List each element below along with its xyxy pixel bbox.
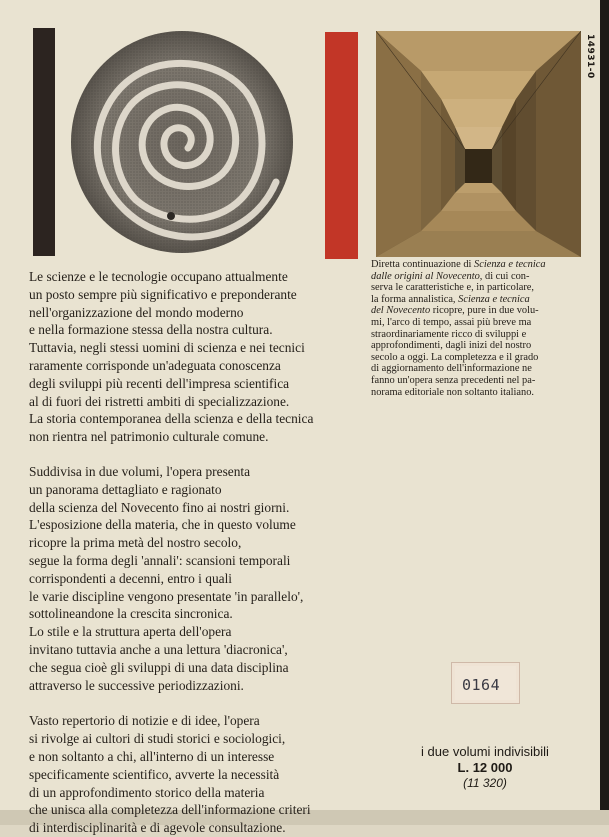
- side-line: di aggiornamento dell'informazione ne: [371, 363, 532, 375]
- paragraph-3: [29, 712, 364, 837]
- side-line: mi, l'arco di tempo, assai più breve ma: [371, 316, 532, 328]
- text-line: di interdisciplinarità e di agevole consultazione.: [29, 820, 286, 836]
- text-line: La storia contemporanea della scienza e della tecnica: [29, 411, 314, 427]
- side-line: fanno un'opera senza precedenti nel pa-: [371, 374, 536, 386]
- side-line: norama editoriale non soltanto italiano.: [371, 386, 535, 398]
- main-description: [29, 268, 364, 837]
- price-info: [385, 744, 585, 791]
- price-secondary: (11 320): [463, 776, 507, 790]
- side-line: [371, 271, 586, 283]
- side-line: [371, 294, 586, 306]
- side-line: [371, 259, 586, 271]
- text-line: Suddivisa in due volumi, l'opera presenta: [29, 463, 251, 479]
- text-line: nell'organizzazione del mondo moderno: [29, 304, 244, 320]
- red-vertical-bar: [325, 32, 358, 259]
- text-line: un posto sempre più significativo e preponderante: [29, 286, 297, 302]
- side-text-title: dalle origini al Novecento: [371, 270, 480, 282]
- dark-vertical-bar: [33, 28, 55, 256]
- text-line: non rientra nel patrimonio culturale comune.: [29, 429, 269, 445]
- price-sticker: [451, 662, 520, 704]
- side-line: straordinariamente ricco di sviluppi e: [371, 328, 527, 340]
- side-text-span: la forma annalistica,: [371, 293, 459, 305]
- text-line: segue la forma degli 'annali': scansioni temporali: [29, 552, 291, 568]
- text-line: un panorama dettagliato e ragionato: [29, 481, 222, 497]
- paragraph-1: [29, 268, 364, 446]
- side-text-title: Scienza e tecnica: [474, 259, 546, 270]
- side-text-span: Diretta continuazione di: [371, 259, 475, 270]
- spiral-disc-image: [70, 30, 295, 255]
- text-line: L'esposizione della materia, che in questo volume: [29, 517, 296, 533]
- text-line: e non soltanto a chi, all'interno di un interesse: [29, 748, 275, 764]
- side-text-title: Scienza e tecnica: [458, 293, 530, 305]
- text-line: specificamente scientifico, avverte la necessità: [29, 766, 280, 782]
- text-line: sottolineandone la crescita sincronica.: [29, 606, 233, 622]
- text-line: Lo stile e la struttura aperta dell'opera: [29, 624, 232, 640]
- text-line: si rivolge ai cultori di studi storici e sociologici,: [29, 731, 286, 747]
- price-sticker-number: 0164: [462, 676, 501, 694]
- paragraph-2: [29, 463, 364, 694]
- isbn-code: 14931-0: [585, 34, 595, 79]
- text-line: raramente corrisponde un'adeguata conoscenza: [29, 357, 281, 373]
- side-text-span: , di cui con-: [479, 270, 530, 282]
- side-line: approfondimenti, dagli inizi del nostro: [371, 340, 532, 352]
- text-line: e nella formazione stessa della nostra cultura.: [29, 322, 273, 338]
- text-line: attraverso le successive periodizzazioni.: [29, 677, 244, 693]
- text-line: Le scienze e le tecnologie occupano attualmente: [29, 269, 288, 284]
- volumes-note: i due volumi indivisibili: [421, 744, 549, 759]
- side-text-title: del Novecento: [371, 305, 431, 317]
- text-line: che unisca alla completezza dell'informazione criteri: [29, 802, 311, 818]
- text-line: corrispondenti a decenni, entro i quali: [29, 570, 233, 586]
- text-line: Tuttavia, negli stessi uomini di scienza e nei tecnici: [29, 340, 305, 356]
- side-line: [371, 305, 586, 317]
- text-line: della scienza del Novecento fino ai nostri giorni.: [29, 499, 290, 515]
- cover-edge: [600, 0, 609, 825]
- side-text-span: ricopre, pure in due volu-: [430, 305, 539, 317]
- text-line: al di fuori dei ristretti ambiti di specializzazione.: [29, 393, 290, 409]
- corridor-photo: [376, 31, 581, 257]
- text-line: degli sviluppi più recenti dell'impresa scientifica: [29, 375, 290, 391]
- price: L. 12 000: [457, 760, 513, 775]
- side-line: secolo a oggi. La completezza e il grado: [371, 351, 539, 363]
- text-line: Vasto repertorio di notizie e di idee, l'opera: [29, 713, 260, 729]
- text-line: le varie discipline vengono presentate 'in parallelo',: [29, 588, 304, 604]
- text-line: di un approfondimento storico della materia: [29, 784, 265, 800]
- side-line: serva le caratteristiche e, in particolare,: [371, 282, 534, 294]
- side-description: [371, 259, 586, 398]
- text-line: che segua cioè gli sviluppi di una data disciplina: [29, 659, 289, 675]
- text-line: invitano tuttavia anche a una lettura 'diacronica',: [29, 641, 288, 657]
- text-line: ricopre la prima metà del nostro secolo,: [29, 535, 242, 551]
